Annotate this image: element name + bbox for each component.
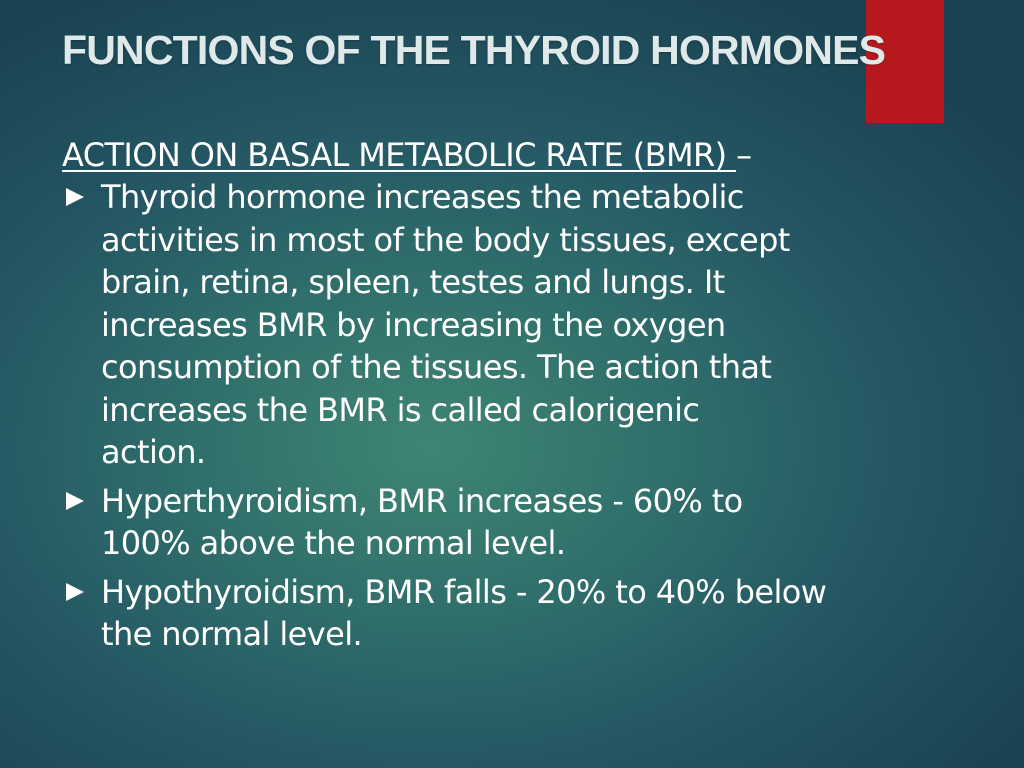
bullet-line: action. <box>101 433 206 471</box>
bullet-line: Thyroid hormone increases the metabolic <box>101 178 744 216</box>
bullet-list <box>62 176 982 656</box>
bullet-arrow-icon <box>66 188 84 206</box>
bullet-item <box>62 571 982 656</box>
bullet-line: 100% above the normal level. <box>101 524 566 562</box>
bullet-line: activities in most of the body tissues, except <box>101 220 790 259</box>
bullet-arrow-icon <box>66 492 84 510</box>
section-subheading <box>62 134 982 176</box>
bullet-item <box>62 480 982 565</box>
bullet-line: the normal level. <box>101 615 363 653</box>
bullet-line: increases the BMR is called calorigenic <box>101 390 700 429</box>
subheading-underlined-text: ACTION ON BASAL METABOLIC RATE (BMR) <box>62 136 737 174</box>
bullet-line: consumption of the tissues. The action that <box>101 348 772 386</box>
bullet-line: Hyperthyroidism, BMR increases - 60% to <box>101 481 743 520</box>
bullet-arrow-icon <box>66 583 84 601</box>
bullet-line: Hypothyroidism, BMR falls - 20% to 40% below <box>101 572 827 611</box>
bullet-line: brain, retina, spleen, testes and lungs. It <box>101 263 725 301</box>
bullet-item <box>62 176 982 474</box>
slide-content <box>62 134 982 662</box>
bullet-line: increases BMR by increasing the oxygen <box>101 305 726 344</box>
subheading-dash: – <box>736 136 752 174</box>
slide-title: FUNCTIONS OF THE THYROID HORMONES <box>62 27 886 73</box>
